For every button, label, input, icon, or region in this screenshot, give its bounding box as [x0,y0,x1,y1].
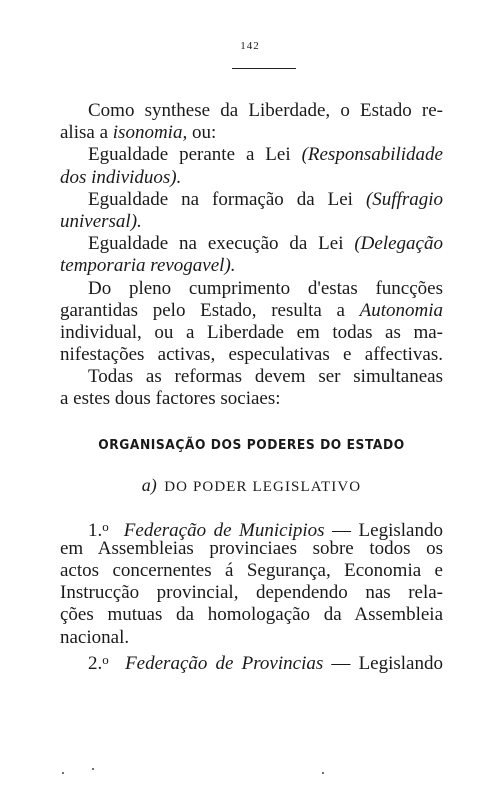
text-line: individual, ou a Liberdade em todas as ma- [60,321,443,343]
text-line: garantidas pelo Estado, resulta a Autonomia [60,299,443,321]
text-line: a estes dous factores sociaes: [60,388,281,410]
header-rule [232,68,296,69]
body-text [60,100,443,674]
text-line: Todas as reformas devem ser simultaneas [88,366,443,388]
text-line: 1.$^o$ Federação de Municipios — Legislando [88,518,443,541]
text-line: ções mutuas da homologação da Assembleia [60,604,443,626]
subsection-heading: a) DO PODER LEGISLATIVO [141,474,362,495]
text-line: 2.$^o$ Federação de Provincias — Legislando [88,651,443,674]
text-line: Como synthese da Liberdade, o Estado re- [88,100,443,121]
text-line: temporaria revogavel). [60,255,236,277]
text-line: dos individuos). [60,166,182,188]
text-line: nifestações activas, especulativas e affectivas. [60,344,443,366]
text-line: Egualdade na formação da Lei (Suffragio [88,188,443,210]
text-line: Egualdade na execução da Lei (Delegação [88,233,443,255]
text-line: universal). [60,210,142,232]
text-line: alisa a isonomia, ou: [60,122,217,144]
text-line: actos concernentes á Segurança, Economia e [60,560,443,581]
page-number: 142 [240,40,260,52]
text-line: nacional. [60,626,130,648]
text-line: Instrucção provincial, dependendo nas rela- [60,582,443,604]
text-line: em Assembleias provinciaes sobre todos os [60,537,443,559]
text-line: Do pleno cumprimento d'estas funcções [88,277,443,299]
section-heading: ORGANISAÇÃO DOS PODERES DO ESTADO [98,437,405,453]
text-line: Egualdade perante a Lei (Responsabilidade [88,144,443,166]
